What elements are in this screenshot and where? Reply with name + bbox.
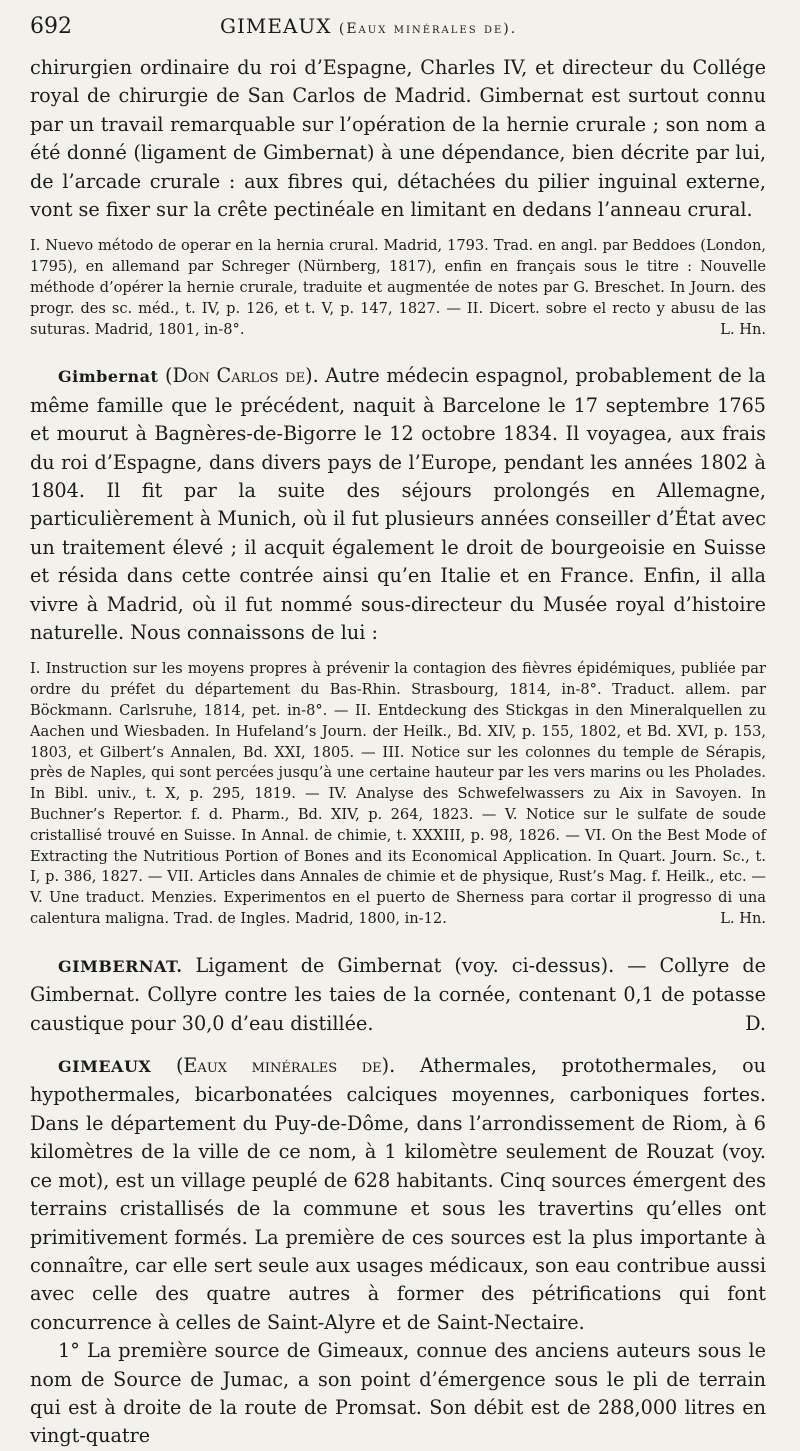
entry-name-gimeaux: (Eaux minérales de). <box>175 1054 396 1078</box>
bibliography-2-signature: L. Hn. <box>720 910 766 928</box>
entry-gimeaux <box>30 1052 766 1337</box>
headword-gimeaux: GIMEAUX <box>58 1057 152 1077</box>
entry-gimbernat-collyre <box>30 952 766 1038</box>
entry-gimeaux-text: Athermales, protothermales, ou hypothermales, bicarbonatées calciques moyennes, carboniques fortes. Dans le département du Puy-de-Dôme, dans l’arrondissement de Riom, à 6 kilomètres de la ville de ce nom, à 1 kilomètre seulement de Rouzat (voy. ce mot), est un village peuplé de 628 habitants. Cinq sources émergent des terrains cristallisés de la commune et sous les travertins qu’elles ont primitivement formés. La première de ces sources est la plus importante à connaître, car elle sert seule aux usages médicaux, son eau contribue aussi avec celle des quatre autres à former des pétrifications qui font concurrence à celles de Saint-Alyre et de Saint-Nectaire. <box>30 1054 767 1334</box>
bibliography-2-text: I. Instruction sur les moyens propres à prévenir la contagion des fièvres épidémiques, publiée par ordre du préfet du département du Bas-Rhin. Strasbourg, 1814, in-8°. Traduct. allem. par Böckmann. Carlsruhe, 1814, pet. in-8°. — II. Entdeckung des Stickgas in den Mineralquellen zu Aachen und Wiesbaden. In Hufeland’s Journ. der Heilk., Bd. XIV, p. 155, 1802, et Bd. XVI, p. 153, 1803, et Gilbert’s Annalen, Bd. XXI, 1805. — III. Notice sur les colonnes du temple de Sérapis, près de Naples, qui sont percées jusqu’à une certaine hauteur par les vers marins ou les Pholades. In Bibl. univ., t. X, p. 295, 1819. — IV. Analyse des Schwefelwassers zu Aix in Savoyen. In Buchner’s Repertor. f. d. Pharm., Bd. XIV, p. 264, 1823. — V. Notice sur le sulfate de soude cristallisé trouvé en Suisse. In Annal. de chimie, t. XXXIII, p. 98, 1826. — VI. On the Best Mode of Extracting the Nutritious Portion of Bones and its Economical Application. In Quart. Journ. Sc., t. I, p. 386, 1827. — VII. Articles dans Annales de chimie et de physique, Rust’s Mag. f. Heilk., etc. — V. Une traduct. Menzies. Experimentos en el puerto de Sherness para cortar il progresso di una calentura maligna. Trad. de Ingles. Madrid, 1800, in-12. <box>30 660 766 928</box>
page-number: 692 <box>30 14 72 39</box>
entry-gimbernat-continued: chirurgien ordinaire du roi d’Espagne, Charles IV, et directeur du Collége royal de chirurgie de San Carlos de Madrid. Gimbernat est surtout connu par un travail remarquable sur l’opération de la hernie crurale ; son nom a été donné (ligament de Gimbernat) à une dépendance, bien décrite par lui, de l’arcade crurale : aux fibres qui, détachées du pilier inguinal externe, vont se fixer sur la crête pectinéale en limitant en dedans l’anneau crural. <box>30 56 766 222</box>
headword-gimbernat: GIMBERNAT. <box>58 956 183 976</box>
running-title <box>220 14 517 38</box>
bibliography-2 <box>30 659 766 929</box>
running-title-sub: (Eaux minérales de). <box>338 21 518 37</box>
gimeaux-source-paragraph: 1° La première source de Gimeaux, connue des anciens auteurs sous le nom de Source de Jumac, a son point d’émergence sous le pli de terrain qui est à droite de la route de Promsat. Son débit est de 288,000 litres en vingt-quatre <box>30 1339 766 1448</box>
headword-gimbernat-carlos: Gimbernat <box>58 367 159 387</box>
bibliography-1-signature: L. Hn. <box>720 320 766 338</box>
bibliography-1-text: I. Nuevo método de operar en la hernia crural. Madrid, 1793. Trad. en angl. par Beddoes (London, 1795), en allemand par Schreger (Nürnberg, 1817), enfin en français sous le titre : Nouvelle méthode d’opérer la hernie crurale, traduite et augmentée de notes par G. Breschet. In Journ. des progr. des sc. méd., t. IV, p. 126, et t. V, p. 147, 1827. — II. Dicert. sobre el recto y abusu de las suturas. Madrid, 1801, in-8°. <box>30 237 766 338</box>
running-head <box>30 14 766 54</box>
entry-gimbernat-carlos-text: Autre médecin espagnol, probablement de la même famille que le précédent, naquit à Barcelone le 17 septembre 1765 et mourut à Bagnères-de-Bigorre le 12 octobre 1834. Il voyagea, aux frais du roi d’Espagne, dans divers pays de l’Europe, pendant les années 1802 à 1804. Il fit par la suite des séjours prolongés en Allemagne, particulièrement à Munich, où il fut plusieurs années conseiller d’État avec un traitement élevé ; il acquit également le droit de bourgeoisie en Suisse et résida dans cette contrée ainsi qu’en Italie et en France. Enfin, il alla vivre à Madrid, où il fut nommé sous-directeur du Musée royal d’histoire naturelle. Nous connaissons de lui : <box>30 364 766 645</box>
running-title-main: GIMEAUX <box>220 14 332 38</box>
bibliography-1 <box>30 236 766 340</box>
entry-gimbernat-signature: D. <box>745 1011 766 1035</box>
entry-gimbernat-carlos <box>30 362 766 647</box>
entry-name-carlos: (Don Carlos de). <box>164 364 319 388</box>
entry-gimbernat-collyre-text: Ligament de Gimbernat (voy. ci-dessus). — Collyre de Gimbernat. Collyre contre les taies de la cornée, contenant 0,1 de potasse caustique pour 30,0 d’eau distillée. <box>30 953 766 1035</box>
